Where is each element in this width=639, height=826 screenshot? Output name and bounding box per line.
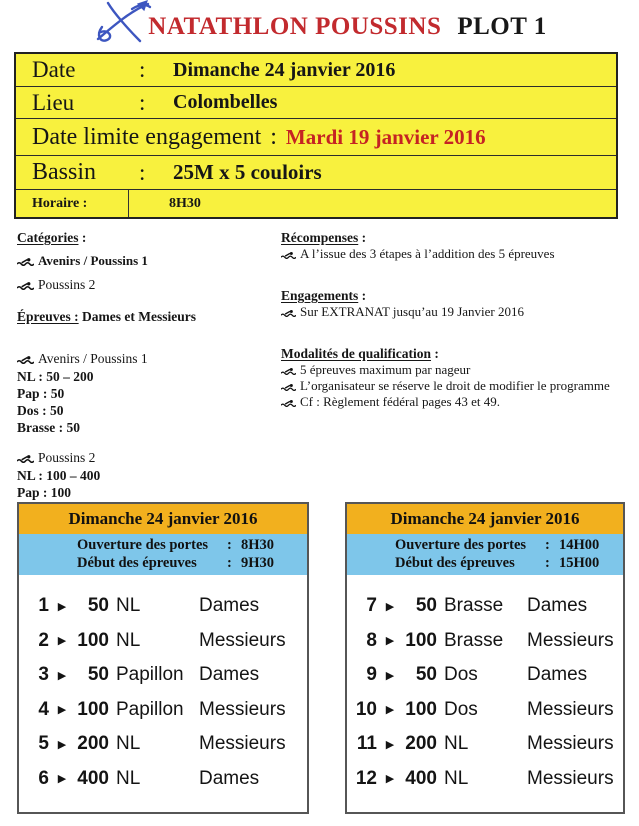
event-distance: 50 <box>87 595 109 617</box>
blue-scribble-logo-icon <box>92 0 156 52</box>
info-value: 8H30 <box>169 195 201 211</box>
event-category: Messieurs <box>199 698 286 720</box>
event-number: 9 <box>366 664 377 686</box>
event-stroke: NL <box>116 595 141 617</box>
category-label: Avenirs / Poussins 1 <box>38 253 148 268</box>
event-number: 4 <box>38 698 49 720</box>
event-stroke: Papillon <box>116 698 184 720</box>
info-colon: : <box>270 123 277 150</box>
event-stroke: Papillon <box>116 664 184 686</box>
event-number: 12 <box>355 767 377 789</box>
page-title-suffix: PLOT 1 <box>457 13 547 40</box>
left-column <box>17 226 281 535</box>
event-row <box>347 658 623 693</box>
group-title-line <box>17 349 281 368</box>
event-category: Dames <box>527 664 588 686</box>
modalites-heading: Modalités de qualification : <box>281 346 439 361</box>
info-value: Dimanche 24 janvier 2016 <box>173 58 396 81</box>
recompenses-item <box>281 246 624 262</box>
event-row <box>19 658 307 693</box>
event-number: 7 <box>366 595 377 617</box>
categories-heading: Catégories : <box>17 230 87 245</box>
event-distance: 100 <box>77 629 109 651</box>
event-stroke: NL <box>444 733 469 755</box>
event-stroke: NL <box>116 767 141 789</box>
info-label: Date limite engagement <box>32 123 262 150</box>
event-category: Messieurs <box>199 733 286 755</box>
event-row <box>347 762 623 797</box>
info-label: Horaire : <box>16 190 129 217</box>
category-label: Poussins 2 <box>38 277 96 292</box>
event-row <box>347 727 623 762</box>
event-category: Messieurs <box>527 767 614 789</box>
swimmer-bullet-icon <box>281 306 296 320</box>
event-stroke: Brasse <box>444 629 504 651</box>
info-value-deadline: Mardi 19 janvier 2016 <box>285 124 486 149</box>
event-row <box>19 727 307 762</box>
info-row-lieu <box>16 87 616 119</box>
page-title: NATATHLON POUSSINS <box>148 13 442 40</box>
swimmer-bullet-icon <box>281 248 296 262</box>
modalites-text: Cf : Règlement fédéral pages 43 et 49. <box>300 394 500 409</box>
info-label: Bassin <box>32 159 97 185</box>
engagements-item <box>281 304 624 320</box>
event-number: 2 <box>38 629 49 651</box>
session-table-morning <box>17 502 309 814</box>
play-arrow-icon: ▶ <box>57 772 67 786</box>
recompenses-text: A l’issue des 3 étapes à l’addition des 5 épreuves <box>300 246 555 261</box>
play-arrow-icon: ▶ <box>57 703 67 717</box>
play-arrow-icon: ▶ <box>57 634 67 648</box>
group-line: Pap : 50 <box>17 386 65 401</box>
event-number: 10 <box>355 698 377 720</box>
group-title-line <box>17 448 281 467</box>
event-category: Messieurs <box>527 629 614 651</box>
category-item <box>17 275 281 294</box>
page-header <box>0 2 639 52</box>
play-arrow-icon: ▶ <box>57 668 67 682</box>
event-row <box>19 693 307 728</box>
info-colon: : <box>139 89 146 115</box>
event-category: Dames <box>527 595 588 617</box>
play-arrow-icon: ▶ <box>385 668 395 682</box>
session-times-band <box>19 534 307 575</box>
swimmer-bullet-icon <box>17 277 34 294</box>
event-category: Dames <box>199 595 260 617</box>
event-distance: 100 <box>77 698 109 720</box>
swimmer-bullet-icon <box>17 351 34 368</box>
engagements-heading: Engagements : <box>281 288 367 303</box>
play-arrow-icon: ▶ <box>385 703 395 717</box>
info-value: 25M x 5 couloirs <box>173 160 322 184</box>
group-line: Brasse : 50 <box>17 420 80 435</box>
event-row <box>19 624 307 659</box>
event-row <box>19 762 307 797</box>
event-row <box>19 589 307 624</box>
info-colon: : <box>139 57 146 82</box>
event-distance: 200 <box>405 733 437 755</box>
session-times-band <box>347 534 623 575</box>
play-arrow-icon: ▶ <box>385 634 395 648</box>
play-arrow-icon: ▶ <box>385 772 395 786</box>
events-start-line: Début des épreuves : 9H30 <box>77 555 275 571</box>
event-number: 5 <box>38 733 49 755</box>
engagements-text: Sur EXTRANAT jusqu’au 19 Janvier 2016 <box>300 304 524 319</box>
modalites-item <box>281 378 624 394</box>
details-section <box>17 226 624 535</box>
event-stroke: Brasse <box>444 595 504 617</box>
play-arrow-icon: ▶ <box>385 737 395 751</box>
event-row <box>347 693 623 728</box>
group-title: Avenirs / Poussins 1 <box>38 351 148 366</box>
event-row <box>347 624 623 659</box>
event-group-avenirs <box>17 349 281 436</box>
group-line: NL : 50 – 200 <box>17 369 94 384</box>
event-distance: 100 <box>405 698 437 720</box>
swimmer-bullet-icon <box>281 380 296 394</box>
event-row <box>347 589 623 624</box>
event-category: Dames <box>199 664 260 686</box>
group-line: NL : 100 – 400 <box>17 468 101 483</box>
event-number: 3 <box>38 664 49 686</box>
event-stroke: NL <box>116 733 141 755</box>
group-line: Pap : 100 <box>17 485 71 500</box>
epreuves-heading: Épreuves : Dames et Messieurs <box>17 309 196 324</box>
event-distance: 200 <box>77 733 109 755</box>
event-distance: 50 <box>87 664 109 686</box>
info-row-bassin <box>16 156 616 190</box>
info-label: Date <box>32 57 76 82</box>
event-category: Dames <box>199 767 260 789</box>
event-distance: 50 <box>415 664 437 686</box>
session-date-header: Dimanche 24 janvier 2016 <box>347 504 623 534</box>
info-row-date <box>16 54 616 87</box>
info-row-deadline <box>16 119 616 156</box>
info-value: Colombelles <box>173 91 278 113</box>
info-label: Lieu <box>32 89 75 115</box>
event-category: Messieurs <box>199 629 286 651</box>
play-arrow-icon: ▶ <box>57 737 67 751</box>
category-item <box>17 251 281 270</box>
event-list <box>19 575 307 796</box>
recompenses-heading: Récompenses : <box>281 230 367 245</box>
group-lines <box>17 368 281 436</box>
swimmer-bullet-icon <box>17 253 34 270</box>
modalites-text: L’organisateur se réserve le droit de modifier le programme <box>300 378 610 393</box>
event-distance: 100 <box>405 629 437 651</box>
group-title: Poussins 2 <box>38 450 96 465</box>
info-box <box>14 52 618 219</box>
modalites-item <box>281 362 624 378</box>
event-category: Messieurs <box>527 698 614 720</box>
event-list <box>347 575 623 796</box>
event-category: Messieurs <box>527 733 614 755</box>
swimmer-bullet-icon <box>17 450 34 467</box>
events-start-line: Début des épreuves : 15H00 <box>395 555 600 571</box>
modalites-item <box>281 394 624 410</box>
play-arrow-icon: ▶ <box>385 599 395 613</box>
event-distance: 400 <box>77 767 109 789</box>
session-date-header: Dimanche 24 janvier 2016 <box>19 504 307 534</box>
event-distance: 400 <box>405 767 437 789</box>
event-distance: 50 <box>415 595 437 617</box>
event-stroke: NL <box>116 629 141 651</box>
event-number: 6 <box>38 767 49 789</box>
event-stroke: Dos <box>444 698 478 720</box>
swimmer-bullet-icon <box>281 364 296 378</box>
doors-open-line: Ouverture des portes : 14H00 <box>395 537 600 553</box>
info-colon: : <box>139 159 146 185</box>
event-number: 11 <box>356 733 377 755</box>
doors-open-line: Ouverture des portes : 8H30 <box>77 537 275 553</box>
swimmer-bullet-icon <box>281 396 296 410</box>
event-number: 1 <box>38 595 49 617</box>
info-row-horaire <box>16 190 616 217</box>
event-stroke: NL <box>444 767 469 789</box>
play-arrow-icon: ▶ <box>57 599 67 613</box>
event-number: 8 <box>366 629 377 651</box>
session-table-afternoon <box>345 502 625 814</box>
group-line: Dos : 50 <box>17 403 64 418</box>
event-stroke: Dos <box>444 664 478 686</box>
modalites-text: 5 épreuves maximum par nageur <box>300 362 471 377</box>
right-column <box>281 226 624 535</box>
